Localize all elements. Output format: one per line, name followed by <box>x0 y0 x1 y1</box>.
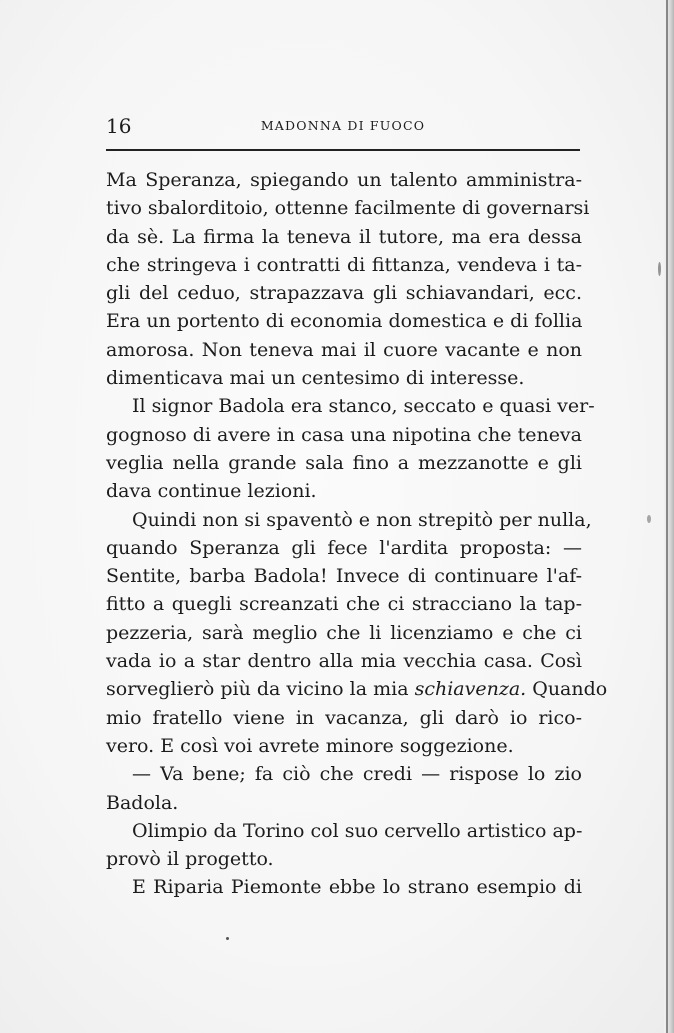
running-title: MADONNA DI FUOCO <box>260 118 426 133</box>
text-line: mio fratello viene in vacanza, gli darò io rico- <box>106 706 582 729</box>
text-line: amorosa. Non teneva mai il cuore vacante e non <box>106 338 582 361</box>
text-line: Ma Speranza, spiegando un talento amministra- <box>106 169 582 191</box>
paper-speck <box>226 937 229 940</box>
text-line: dimenticava mai un centesimo di interesse. <box>106 367 525 390</box>
text-line: Sentite, barba Badola! Invece di continuare l'af- <box>106 565 582 588</box>
text-line: che stringeva i contratti di fittanza, vendeva i ta- <box>106 253 582 276</box>
text-line: gli del ceduo, strapazzava gli schiavandari, ecc. <box>106 282 582 305</box>
text-line: veglia nella grande sala fino a mezzanotte e gli <box>106 451 582 474</box>
paper-speck <box>647 515 651 523</box>
binding-edge-line <box>666 0 668 1033</box>
text-line: Olimpio da Torino col suo cervello artistico ap- <box>132 819 583 842</box>
text-line: vero. E così voi avrete minore soggezione. <box>106 734 514 757</box>
text-segment: sorveglierò più da vicino la mia <box>106 678 415 701</box>
paper-speck <box>658 262 661 276</box>
page-number: 16 <box>106 114 132 138</box>
body-text <box>106 166 608 902</box>
text-line: pezzeria, sarà meglio che li licenziamo e che ci <box>106 621 582 644</box>
text-line: provò il progetto. <box>106 848 274 871</box>
text-line: E Riparia Piemonte ebbe lo strano esempio di <box>132 876 582 899</box>
text-line: vada io a star dentro alla mia vecchia casa. Così <box>106 650 582 673</box>
text-line: — Va bene; fa ciò che credi — rispose lo zio <box>132 763 582 786</box>
text-line: da sè. La firma la teneva il tutore, ma era dessa <box>106 225 582 248</box>
page-header <box>106 114 580 138</box>
text-line: fitto a quegli screanzati che ci stracciano la tap- <box>106 593 582 616</box>
header-rule <box>106 149 580 151</box>
text-line: dava continue lezioni. <box>106 480 317 503</box>
text-line: tivo sbalorditoio, ottenne facilmente di governarsi <box>106 197 590 220</box>
italic-word: schiavenza. <box>414 678 527 701</box>
text-line: Era un portento di economia domestica e di follia <box>106 310 583 333</box>
text-segment: Quando <box>526 678 608 701</box>
text-line-with-italic <box>106 675 608 703</box>
text-line: Il signor Badola era stanco, seccato e quasi ver- <box>132 395 595 418</box>
text-line: quando Speranza gli fece l'ardita proposta: — <box>106 536 582 559</box>
text-line: Badola. <box>106 791 179 814</box>
text-line: Quindi non si spaventò e non strepitò per nulla, <box>132 508 592 531</box>
text-line: gognoso di avere in casa una nipotina che teneva <box>106 423 582 446</box>
